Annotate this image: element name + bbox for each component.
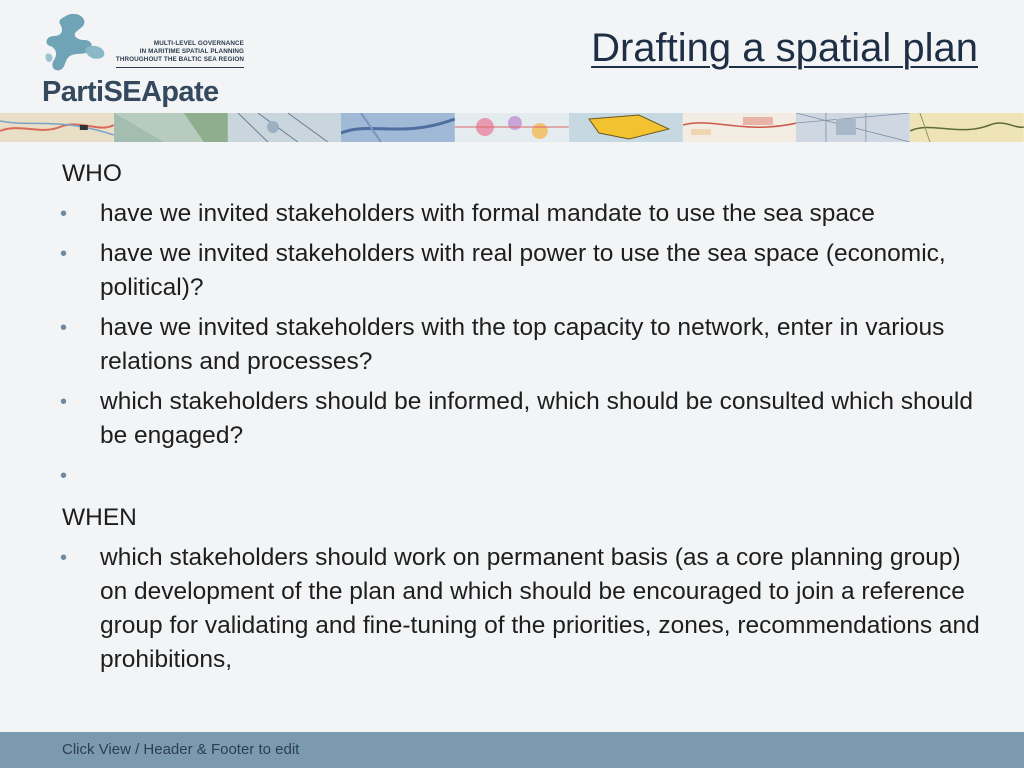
map-tile-4 (341, 113, 455, 142)
footer-text: Click View / Header & Footer to edit (62, 741, 300, 758)
bullet-marker: • (60, 243, 68, 265)
who-bullet-empty (62, 459, 992, 493)
bullet-text: which stakeholders should be informed, which should be consulted which should be engaged? (100, 388, 973, 449)
who-bullet (62, 237, 992, 305)
logo-tagline (112, 40, 244, 64)
map-tile-1 (0, 113, 114, 142)
logo-wordmark: PartiSEApate (42, 76, 219, 108)
logo-divider (116, 67, 244, 68)
map-tile-6 (569, 113, 683, 142)
logo-tagline-line: MULTI-LEVEL GOVERNANCE (153, 40, 244, 47)
slide-footer (0, 732, 1024, 768)
bullet-text: which stakeholders should work on permanent basis (as a core planning group) on development of the plan and which should be encouraged to join a reference group for validating and fine-tuning of the priorities, zones, recommendations and prohibitions, (100, 544, 980, 673)
bullet-text: have we invited stakeholders with formal mandate to use the sea space (100, 200, 875, 227)
bullet-marker: • (60, 391, 68, 413)
bullet-marker: • (60, 465, 68, 487)
bullet-text: have we invited stakeholders with real power to use the sea space (economic, political)? (100, 240, 946, 301)
when-bullet (62, 541, 992, 677)
when-heading: WHEN (62, 504, 137, 531)
bullet-text: have we invited stakeholders with the top capacity to network, enter in various relations and processes? (100, 314, 945, 375)
logo-tagline-line: THROUGHOUT THE BALTIC SEA REGION (115, 56, 244, 63)
map-tile-7 (683, 113, 797, 142)
bullet-marker: • (60, 547, 68, 569)
who-heading: WHO (62, 160, 122, 187)
logo-tagline-line: IN MARITIME SPATIAL PLANNING (139, 48, 244, 55)
map-thumbnail-strip (0, 113, 1024, 142)
map-tile-2 (114, 113, 228, 142)
map-tile-8 (796, 113, 910, 142)
slide-title: Drafting a spatial plan (591, 26, 978, 70)
who-bullet (62, 311, 992, 379)
map-tile-3 (228, 113, 342, 142)
who-bullet (62, 385, 992, 453)
baltic-sea-map-icon (36, 10, 116, 80)
bullet-marker: • (60, 317, 68, 339)
who-bullet (62, 197, 992, 231)
slide-body (62, 155, 992, 683)
bullet-marker: • (60, 203, 68, 225)
partiseapate-logo (36, 10, 244, 110)
map-tile-9 (910, 113, 1024, 142)
map-tile-5 (455, 113, 569, 142)
